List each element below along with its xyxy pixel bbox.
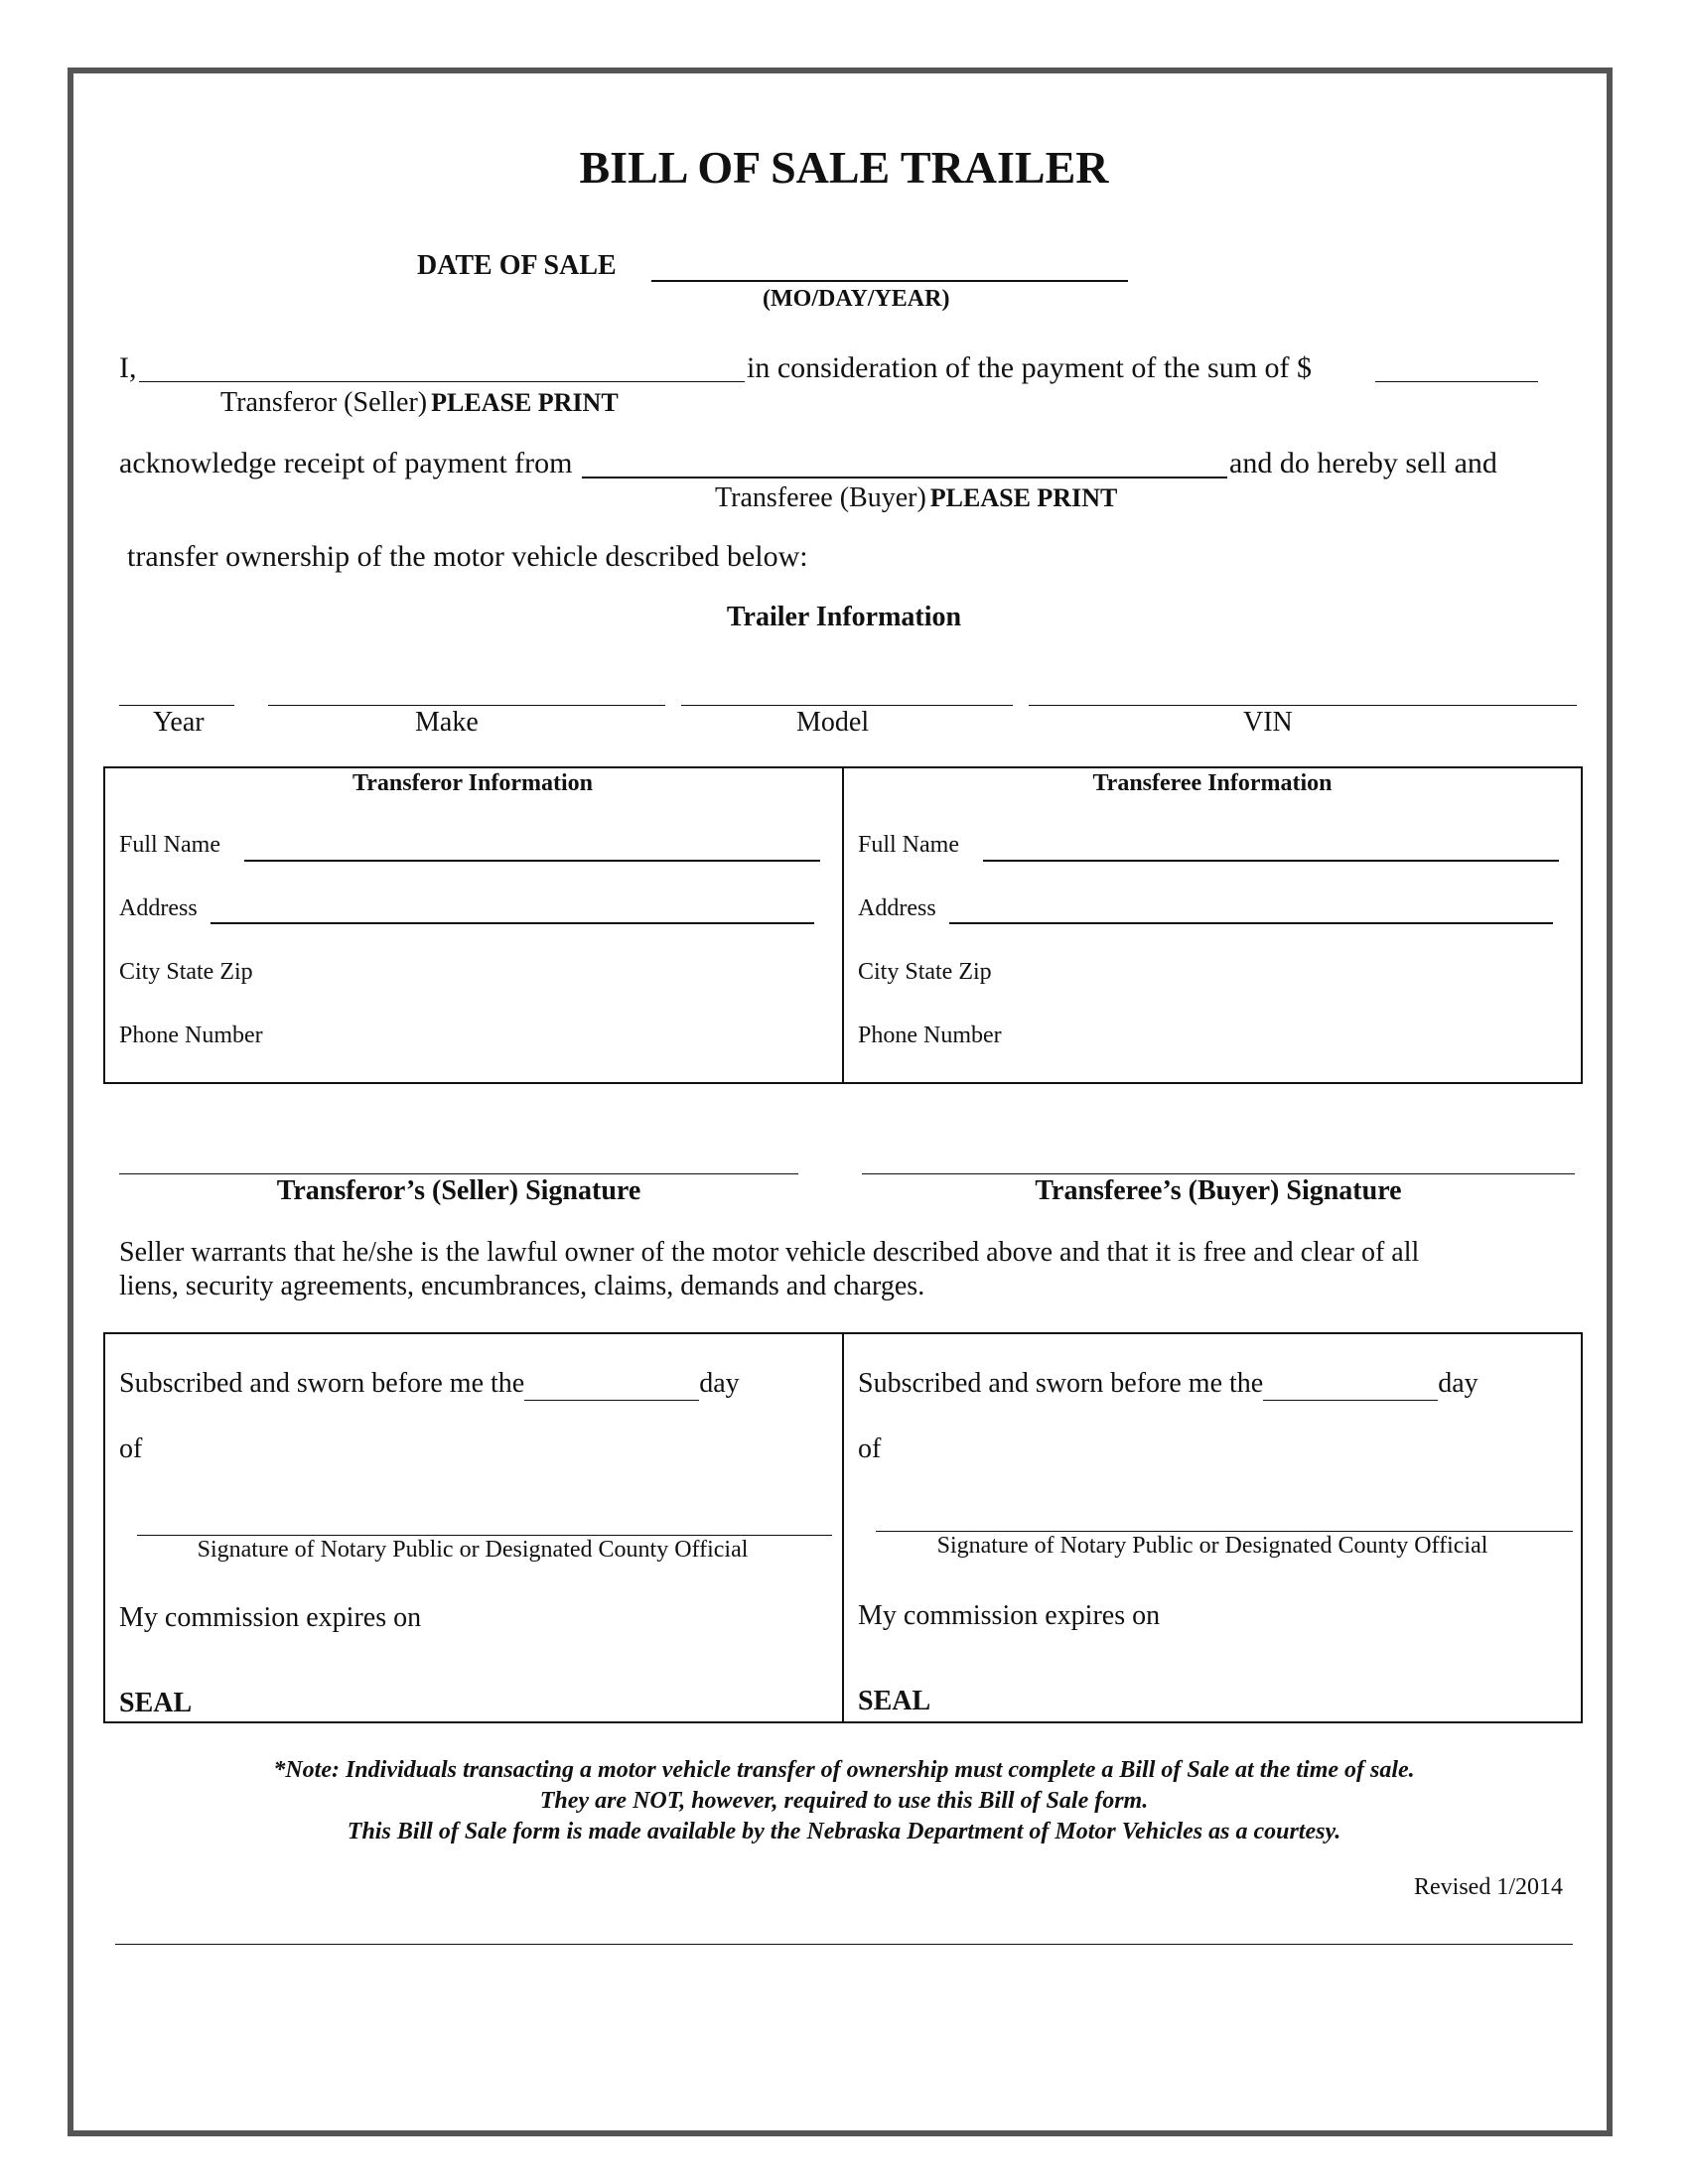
transferee-phone-label: Phone Number	[858, 1023, 1002, 1048]
buyer-caption-bold: PLEASE PRINT	[929, 483, 1118, 512]
vin-input[interactable]	[1031, 673, 1575, 705]
transferor-phone-label: Phone Number	[119, 1023, 263, 1048]
buyer-name-line	[582, 477, 1227, 478]
transferor-address-input[interactable]	[214, 892, 810, 922]
notary-left-of: of	[119, 1433, 143, 1464]
transferor-full-name-input[interactable]	[248, 830, 816, 860]
sale-amount-line	[1375, 381, 1538, 382]
seller-signature-caption: Transferor’s (Seller) Signature	[276, 1175, 641, 1206]
model-label: Model	[796, 707, 870, 738]
notary-left-commission: My commission expires on	[119, 1602, 422, 1633]
transferor-full-name-line	[244, 860, 820, 862]
page-title: BILL OF SALE TRAILER	[579, 142, 1109, 193]
party-info-divider	[842, 766, 844, 1084]
buyer-suffix: and do hereby sell and	[1229, 447, 1497, 479]
transferor-city-state-zip-input[interactable]	[288, 955, 814, 985]
notary-right-of: of	[858, 1433, 882, 1464]
transferor-city-state-zip-label: City State Zip	[119, 959, 253, 985]
date-of-sale-input[interactable]	[655, 248, 1122, 280]
seller-signature-line[interactable]	[119, 1173, 798, 1174]
seller-caption-plain: Transferor (Seller)	[220, 387, 428, 418]
seller-prefix: I,	[119, 351, 137, 384]
notary-left-sworn-suffix: day	[699, 1368, 740, 1399]
buyer-caption-plain: Transferee (Buyer)	[715, 482, 926, 513]
seller-caption	[220, 387, 619, 419]
notary-left-signature-caption: Signature of Notary Public or Designated County Official	[197, 1537, 749, 1563]
warranty-line-1: Seller warrants that he/she is the lawful owner of the motor vehicle described above and that it is free and clear of all	[119, 1237, 1420, 1268]
transferee-heading: Transferee Information	[1092, 770, 1333, 796]
buyer-signature-line[interactable]	[862, 1173, 1575, 1174]
transferee-city-state-zip-label: City State Zip	[858, 959, 992, 985]
date-of-sale-label: DATE OF SALE	[417, 250, 617, 281]
transferee-phone-input[interactable]	[1037, 1019, 1553, 1048]
notary-left-seal: SEAL	[119, 1688, 193, 1718]
transferee-address-label: Address	[858, 895, 936, 921]
notary-right-day-blank[interactable]	[1263, 1368, 1438, 1401]
notary-right-commission: My commission expires on	[858, 1600, 1161, 1631]
transferee-address-input[interactable]	[953, 892, 1549, 922]
model-line	[681, 705, 1013, 706]
seller-name-input[interactable]	[141, 349, 737, 381]
make-line	[268, 705, 665, 706]
warranty-line-2: liens, security agreements, encumbrances, claims, demands and charges.	[119, 1271, 925, 1301]
transferee-full-name-label: Full Name	[858, 832, 959, 858]
transferor-phone-input[interactable]	[298, 1019, 814, 1048]
notary-left-sworn-prefix: Subscribed and sworn before me the	[119, 1368, 525, 1399]
buyer-name-input[interactable]	[586, 445, 1221, 477]
notary-right-sworn-suffix: day	[1438, 1368, 1478, 1399]
revision-date: Revised 1/2014	[1414, 1874, 1563, 1900]
make-input[interactable]	[270, 673, 663, 705]
notary-left-signature-line[interactable]	[137, 1535, 832, 1536]
sale-amount-input[interactable]	[1377, 349, 1536, 381]
transferee-address-line	[949, 922, 1553, 924]
year-input[interactable]	[121, 673, 232, 705]
transferor-heading: Transferor Information	[352, 770, 593, 796]
notary-left-day-blank[interactable]	[524, 1368, 699, 1401]
seller-consideration-text: in consideration of the payment of the sum of $	[747, 351, 1313, 384]
notary-right-signature-caption: Signature of Notary Public or Designated County Official	[936, 1533, 1488, 1559]
transferor-full-name-label: Full Name	[119, 832, 220, 858]
buyer-signature-caption: Transferee’s (Buyer) Signature	[1035, 1175, 1402, 1206]
notary-left-sworn	[119, 1368, 740, 1401]
transferee-full-name-input[interactable]	[987, 830, 1555, 860]
seller-name-line	[139, 381, 745, 382]
date-of-sale-line	[651, 280, 1128, 282]
note-line-1: *Note: Individuals transacting a motor vehicle transfer of ownership must complete a Bill of Sale at the time of sale.	[273, 1757, 1415, 1783]
bottom-rule	[115, 1944, 1573, 1945]
notary-right-sworn	[858, 1368, 1478, 1401]
vin-label: VIN	[1243, 707, 1293, 738]
date-format-hint: (MO/DAY/YEAR)	[763, 286, 950, 312]
transferor-address-label: Address	[119, 895, 198, 921]
transferor-address-line	[211, 922, 814, 924]
transferee-city-state-zip-input[interactable]	[1027, 955, 1553, 985]
vin-line	[1029, 705, 1577, 706]
note-line-2: They are NOT, however, required to use this Bill of Sale form.	[539, 1788, 1149, 1814]
year-label: Year	[153, 707, 205, 738]
note-line-3: This Bill of Sale form is made available by the Nebraska Department of Motor Vehicles as a courtesy.	[347, 1819, 1341, 1844]
make-label: Make	[415, 707, 479, 738]
notary-right-seal: SEAL	[858, 1686, 931, 1716]
buyer-caption	[715, 482, 1117, 514]
transferee-full-name-line	[983, 860, 1559, 862]
seller-caption-bold: PLEASE PRINT	[431, 388, 619, 417]
transfer-ownership-text: transfer ownership of the motor vehicle described below:	[127, 540, 808, 573]
notary-right-signature-line[interactable]	[876, 1531, 1573, 1532]
notary-divider	[842, 1332, 844, 1723]
model-input[interactable]	[683, 673, 1011, 705]
year-line	[119, 705, 234, 706]
buyer-prefix: acknowledge receipt of payment from	[119, 447, 573, 479]
trailer-info-heading: Trailer Information	[726, 602, 962, 632]
notary-right-sworn-prefix: Subscribed and sworn before me the	[858, 1368, 1264, 1399]
